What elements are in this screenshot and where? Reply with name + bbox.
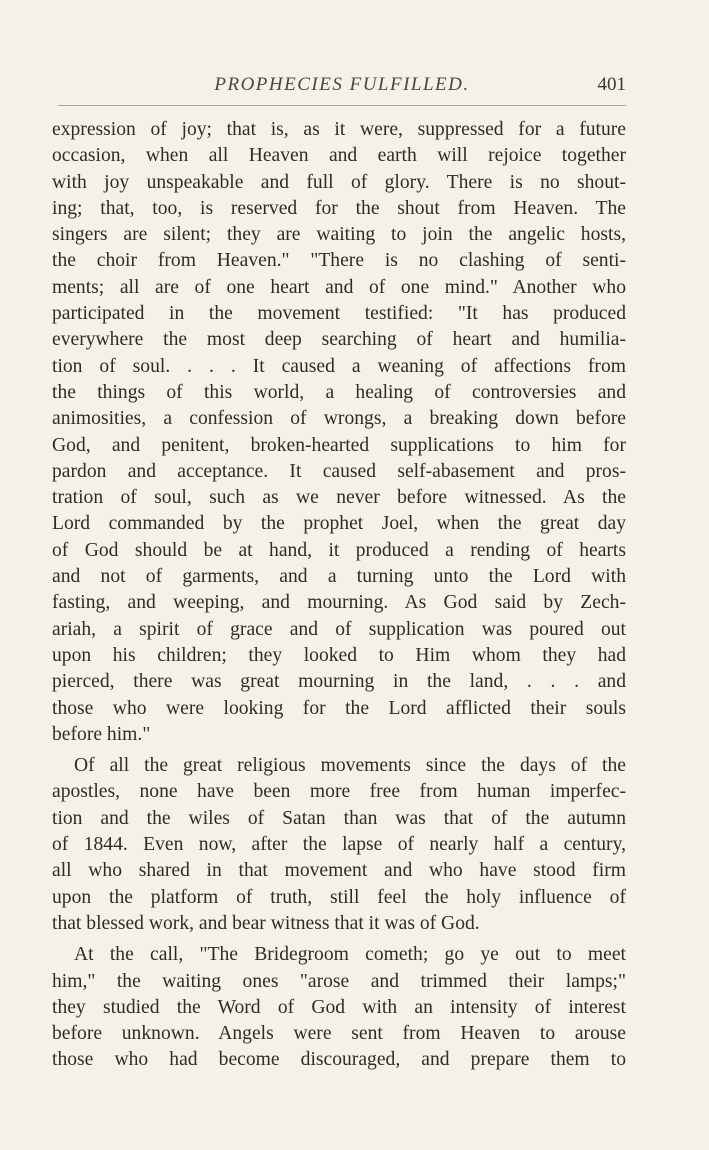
text-line: pierced, there was great mourning in the land, . . . and: [52, 671, 626, 693]
text-line: the choir from Heaven." "There is no clashing of senti-: [52, 250, 626, 272]
text-line: animosities, a confession of wrongs, a breaking down before: [52, 408, 626, 430]
text-line: Lord commanded by the prophet Joel, when the great day: [52, 513, 626, 535]
text-line: expression of joy; that is, as it were, suppressed for a future: [52, 119, 626, 140]
text-line: those who had become discouraged, and prepare them to: [52, 1049, 626, 1071]
text-line: everywhere the most deep searching of heart and humilia-: [52, 329, 626, 351]
text-line: tion and the wiles of Satan than was that of the autumn: [52, 807, 626, 829]
text-line: that blessed work, and bear witness that it was of God.: [52, 912, 480, 934]
text-line: him," the waiting ones "arose and trimmed their lamps;": [52, 970, 626, 992]
paragraph-2: [52, 753, 626, 937]
text-line: ariah, a spirit of grace and of supplication was poured out: [52, 618, 626, 640]
running-head: [58, 74, 626, 98]
text-line: those who were looking for the Lord afflicted their souls: [52, 697, 626, 719]
text-line: upon the platform of truth, still feel the holy influence of: [52, 886, 626, 908]
text-line: singers are silent; they are waiting to join the angelic hosts,: [52, 224, 626, 246]
header-rule: [58, 105, 626, 106]
text-line: tion of soul. . . . It caused a weaning of affections from: [52, 355, 626, 377]
text-line: occasion, when all Heaven and earth will rejoice together: [52, 145, 626, 167]
text-line: they studied the Word of God with an intensity of interest: [52, 996, 626, 1018]
text-line: of God should be at hand, it produced a rending of hearts: [52, 539, 626, 561]
body-text: [52, 117, 626, 1074]
text-line: At the call, "The Bridegroom cometh; go ye out to meet: [74, 944, 626, 966]
text-line: participated in the movement testified: "It has produced: [52, 303, 626, 325]
text-line: all who shared in that movement and who have stood firm: [52, 860, 626, 882]
paragraph-1: [52, 117, 626, 748]
text-line: God, and penitent, broken-hearted supplications to him for: [52, 434, 626, 456]
text-line: apostles, none have been more free from human imperfec-: [52, 781, 626, 803]
text-line: of 1844. Even now, after the lapse of nearly half a century,: [52, 834, 626, 856]
text-line: and not of garments, and a turning unto the Lord with: [52, 566, 626, 588]
page-number: 401: [597, 74, 626, 95]
text-line: tration of soul, such as we never before witnessed. As the: [52, 487, 626, 509]
text-line: pardon and acceptance. It caused self-abasement and pros-: [52, 460, 626, 482]
text-line: ing; that, too, is reserved for the shout from Heaven. The: [52, 197, 626, 219]
paragraph-3: [52, 942, 626, 1073]
text-line: before unknown. Angels were sent from Heaven to arouse: [52, 1023, 626, 1045]
text-line: upon his children; they looked to Him whom they had: [52, 644, 626, 666]
text-line: fasting, and weeping, and mourning. As God said by Zech-: [52, 592, 626, 614]
text-line: ments; all are of one heart and of one mind." Another who: [52, 276, 626, 298]
text-line: with joy unspeakable and full of glory. There is no shout-: [52, 171, 626, 193]
text-line: before him.": [52, 723, 151, 745]
text-line: Of all the great religious movements since the days of the: [74, 755, 626, 777]
text-line: the things of this world, a healing of controversies and: [52, 381, 626, 403]
running-title: PROPHECIES FULFILLED.: [214, 74, 470, 95]
